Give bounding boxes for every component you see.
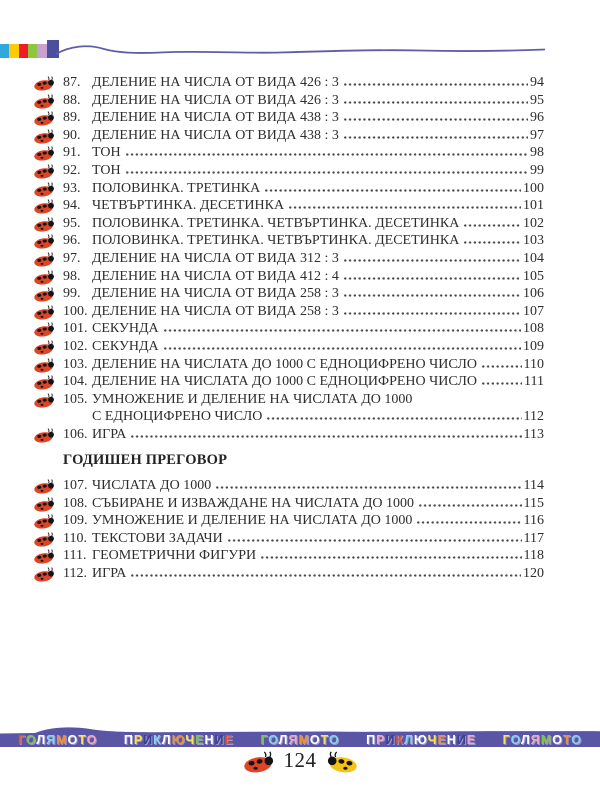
toc-entry-page: 115	[523, 495, 544, 511]
ladybug-icon	[33, 232, 63, 249]
toc-entry-number: 103.	[63, 356, 88, 372]
toc-entry-number: 109.	[63, 513, 88, 529]
dotted-leader	[164, 329, 521, 332]
toc-entry-page: 114	[523, 478, 544, 494]
toc-entry-title: ИГРА	[92, 426, 127, 442]
toc-entry-body	[92, 285, 544, 303]
toc-entry-body	[92, 547, 544, 565]
toc-entry-body	[92, 391, 544, 426]
toc-entry-body	[92, 215, 544, 233]
toc-entry	[33, 477, 544, 495]
dotted-leader	[261, 556, 521, 559]
toc-entry	[33, 144, 544, 162]
ladybug-icon	[33, 320, 63, 337]
banner-word: ГОЛЯМОТО	[18, 732, 98, 747]
dotted-leader	[344, 118, 528, 121]
banner-word: ГОЛЯМОТО	[502, 732, 582, 747]
toc-entry-number: 88.	[63, 92, 81, 108]
toc-entry-page: 98	[530, 145, 544, 161]
toc-entry-title: ДЕЛЕНИЕ НА ЧИСЛА ОТ ВИДА 412 : 4	[92, 268, 339, 284]
dotted-leader	[131, 574, 521, 577]
ladybug-icon	[33, 285, 63, 302]
dotted-leader	[265, 189, 521, 192]
toc-entry-body	[92, 109, 544, 127]
dotted-leader	[344, 101, 528, 104]
toc-entry-number: 97.	[63, 250, 81, 266]
toc-entry-body	[92, 92, 544, 110]
toc-entry-page: 97	[530, 127, 544, 143]
toc-entry-page: 94	[530, 75, 544, 90]
ladybug-icon	[33, 373, 63, 390]
toc-entry	[33, 530, 544, 548]
ladybug-icon	[33, 338, 63, 355]
toc-entry-page: 118	[523, 548, 544, 564]
ladybug-icon	[33, 197, 63, 214]
dotted-leader	[464, 224, 521, 227]
toc-entry-page: 96	[530, 110, 544, 126]
toc-entry-body	[92, 197, 544, 215]
banner-word: ПРИКЛЮЧЕНИЕ	[366, 732, 477, 747]
toc-entry-number: 99.	[63, 286, 81, 302]
banner-text	[0, 731, 600, 748]
toc-entry	[33, 250, 544, 268]
toc-entry-title: ТОН	[92, 145, 121, 161]
toc-entry-number: 101.	[63, 321, 88, 337]
toc-entry-title: ТЕКСТОВИ ЗАДАЧИ	[92, 530, 223, 546]
toc-entry-number: 98.	[63, 268, 81, 284]
toc-entry-number: 106.	[63, 426, 88, 442]
toc-entry-number: 91.	[63, 145, 81, 161]
banner-word: ГОЛЯМОТО	[260, 732, 340, 747]
ladybug-icon	[33, 565, 63, 582]
toc-entry-title: ДЕЛЕНИЕ НА ЧИСЛА ОТ ВИДА 438 : 3	[92, 110, 339, 126]
toc-entry	[33, 426, 544, 444]
toc-entry-page: 106	[523, 286, 544, 302]
ladybug-icon	[33, 530, 63, 547]
dotted-leader	[126, 153, 528, 156]
toc-entry-number: 95.	[63, 215, 81, 231]
toc-entry-page: 117	[523, 530, 544, 546]
toc-entry-body	[92, 232, 544, 250]
toc-entry-page: 99	[530, 162, 544, 178]
toc-entry-body	[92, 303, 544, 321]
toc-list	[33, 74, 544, 583]
toc-entry	[33, 162, 544, 180]
toc-entry-body	[92, 338, 544, 356]
toc-entry	[33, 356, 544, 374]
ladybug-icon	[33, 477, 63, 494]
ladybug-icon	[33, 144, 63, 161]
toc-entry-page: 116	[523, 513, 544, 529]
toc-entry-body	[92, 565, 544, 583]
toc-entry-body	[92, 127, 544, 145]
toc-entry-number: 100.	[63, 303, 88, 319]
toc-entry-title: ГЕОМЕТРИЧНИ ФИГУРИ	[92, 548, 257, 564]
toc-entry-number: 87.	[63, 75, 81, 90]
toc-entry	[33, 320, 544, 338]
toc-entry-title: ПОЛОВИНКА. ТРЕТИНКА. ЧЕТВЪРТИНКА. ДЕСЕТИНКА	[92, 233, 460, 249]
ladybug-icon	[33, 250, 63, 267]
toc-entry-title: СЪБИРАНЕ И ИЗВАЖДАНЕ НА ЧИСЛАТА ДО 1000	[92, 495, 415, 511]
toc-entry-number: 108.	[63, 495, 88, 511]
toc-entry-body	[92, 162, 544, 180]
ladybug-icon	[33, 162, 63, 179]
toc-entry-body	[92, 495, 544, 513]
dotted-leader	[228, 539, 522, 542]
toc-entry-number: 93.	[63, 180, 81, 196]
dotted-leader	[131, 435, 521, 438]
dotted-leader	[482, 382, 522, 385]
toc-entry-number: 102.	[63, 338, 88, 354]
bottom-banner	[0, 726, 600, 748]
toc-entry-title: ДЕЛЕНИЕ НА ЧИСЛА ОТ ВИДА 258 : 3	[92, 303, 339, 319]
toc-entry	[33, 303, 544, 321]
dotted-leader	[216, 486, 521, 489]
toc-entry-title: ДЕЛЕНИЕ НА ЧИСЛАТА ДО 1000 С ЕДНОЦИФРЕНО ЧИСЛО	[92, 374, 477, 390]
top-decoration	[0, 0, 600, 64]
toc-entry-body	[92, 373, 544, 391]
toc-entry-body	[92, 530, 544, 548]
toc-entry-number: 111.	[63, 548, 87, 564]
toc-entry-body	[92, 477, 544, 495]
toc-entry-page: 102	[523, 215, 544, 231]
page-number: 124	[283, 748, 317, 772]
dotted-leader	[289, 206, 521, 209]
wavy-line	[0, 40, 600, 64]
toc-entry	[33, 338, 544, 356]
toc-entry-number: 110.	[63, 530, 87, 546]
ladybug-yellow-icon	[324, 750, 358, 774]
dotted-leader	[344, 294, 521, 297]
toc-entry	[33, 197, 544, 215]
dotted-leader	[344, 83, 528, 86]
toc-entry-title: ДЕЛЕНИЕ НА ЧИСЛА ОТ ВИДА 312 : 3	[92, 250, 339, 266]
toc-entry-body	[92, 320, 544, 338]
toc-entry-title: УМНОЖЕНИЕ И ДЕЛЕНИЕ НА ЧИСЛАТА ДО 1000	[92, 513, 413, 529]
toc-entry-page: 110	[523, 356, 544, 372]
toc-entry	[33, 215, 544, 233]
ladybug-icon	[33, 303, 63, 320]
toc-entry-body	[92, 512, 544, 530]
ladybug-icon	[33, 109, 63, 126]
toc-entry-title: ДЕЛЕНИЕ НА ЧИСЛА ОТ ВИДА 438 : 3	[92, 127, 339, 143]
dotted-leader	[344, 277, 521, 280]
toc-entry-number: 96.	[63, 233, 81, 249]
ladybug-red-icon	[243, 750, 277, 774]
toc-entry-body	[92, 426, 544, 444]
ladybug-icon	[33, 426, 63, 443]
ladybug-icon	[33, 92, 63, 109]
toc-section-header: ГОДИШЕН ПРЕГОВОР	[63, 452, 228, 469]
toc-entry-number: 92.	[63, 162, 81, 178]
toc-entry-title: ИГРА	[92, 566, 127, 582]
toc-entry-number: 89.	[63, 110, 81, 126]
dotted-leader	[126, 171, 528, 174]
toc-entry-title: ДЕЛЕНИЕ НА ЧИСЛАТА ДО 1000 С ЕДНОЦИФРЕНО ЧИСЛО	[92, 356, 477, 372]
dotted-leader	[267, 417, 521, 420]
toc-entry-page: 101	[523, 198, 544, 214]
toc-entry-title: СЕКУНДА	[92, 321, 159, 337]
toc-entry-body	[92, 356, 544, 374]
toc-entry-body	[92, 74, 544, 92]
toc-entry-title: ДЕЛЕНИЕ НА ЧИСЛА ОТ ВИДА 426 : 3	[92, 75, 339, 90]
dotted-leader	[164, 347, 521, 350]
toc-entry-page: 111	[524, 374, 544, 390]
toc-entry-number: 90.	[63, 127, 81, 143]
toc-entry-page: 120	[523, 566, 544, 582]
toc-entry	[33, 391, 544, 426]
toc-entry	[33, 109, 544, 127]
ladybug-icon	[33, 512, 63, 529]
toc-entry-number: 104.	[63, 374, 88, 390]
dotted-leader	[344, 312, 521, 315]
toc-entry-page: 107	[523, 303, 544, 319]
toc-entry-page: 108	[523, 321, 544, 337]
toc-entry-page: 105	[523, 268, 544, 284]
ladybug-icon	[33, 127, 63, 144]
ladybug-icon	[33, 268, 63, 285]
banner-word: ПРИКЛЮЧЕНИЕ	[123, 732, 234, 747]
toc-entry-number: 107.	[63, 478, 88, 494]
toc-entry	[33, 268, 544, 286]
ladybug-icon	[33, 391, 63, 408]
toc-entry-title: ДЕЛЕНИЕ НА ЧИСЛА ОТ ВИДА 426 : 3	[92, 92, 339, 108]
toc-entry	[33, 180, 544, 198]
toc-entry-title: ЧИСЛАТА ДО 1000	[92, 478, 212, 494]
dotted-leader	[482, 365, 522, 368]
toc-entry-body	[92, 268, 544, 286]
dotted-leader	[464, 241, 521, 244]
toc-entry	[33, 232, 544, 250]
toc-entry	[33, 512, 544, 530]
toc-entry-title: УМНОЖЕНИЕ И ДЕЛЕНИЕ НА ЧИСЛАТА ДО 1000	[92, 391, 413, 407]
toc-entry-number: 112.	[63, 566, 87, 582]
toc-entry	[33, 373, 544, 391]
toc-entry-page: 109	[523, 338, 544, 354]
toc-entry-number: 105.	[63, 391, 88, 407]
toc-entry-body	[92, 180, 544, 198]
toc-entry	[33, 127, 544, 145]
dotted-leader	[344, 136, 528, 139]
toc-entry-title: ПОЛОВИНКА. ТРЕТИНКА. ЧЕТВЪРТИНКА. ДЕСЕТИНКА	[92, 215, 460, 231]
toc-entry-title: ДЕЛЕНИЕ НА ЧИСЛА ОТ ВИДА 258 : 3	[92, 286, 339, 302]
page-footer	[0, 749, 600, 774]
toc-entry	[33, 547, 544, 565]
toc-entry-title: ЧЕТВЪРТИНКА. ДЕСЕТИНКА	[92, 198, 285, 214]
toc-entry-page: 104	[523, 250, 544, 266]
toc-entry-title: ТОН	[92, 162, 121, 178]
toc-entry-page: 95	[530, 92, 544, 108]
ladybug-icon	[33, 74, 63, 91]
toc-entry-page: 100	[523, 180, 544, 196]
toc-entry	[33, 285, 544, 303]
dotted-leader	[419, 504, 521, 507]
ladybug-icon	[33, 215, 63, 232]
toc-entry	[33, 565, 544, 583]
toc-entry-title: ПОЛОВИНКА. ТРЕТИНКА	[92, 180, 261, 196]
toc-entry	[33, 495, 544, 513]
toc-entry	[33, 74, 544, 92]
toc-entry	[33, 92, 544, 110]
toc-entry-title: С ЕДНОЦИФРЕНО ЧИСЛО	[92, 409, 263, 425]
ladybug-icon	[33, 356, 63, 373]
toc-entry-page: 113	[523, 426, 544, 442]
toc-entry-page: 112	[523, 409, 544, 425]
toc-entry-title: СЕКУНДА	[92, 338, 159, 354]
toc-entry-body	[92, 250, 544, 268]
dotted-leader	[344, 259, 521, 262]
toc-entry-page: 103	[523, 233, 544, 249]
toc-entry-number: 94.	[63, 198, 81, 214]
ladybug-icon	[33, 547, 63, 564]
ladybug-icon	[33, 180, 63, 197]
dotted-leader	[417, 521, 521, 524]
ladybug-icon	[33, 495, 63, 512]
toc-entry-body	[92, 144, 544, 162]
